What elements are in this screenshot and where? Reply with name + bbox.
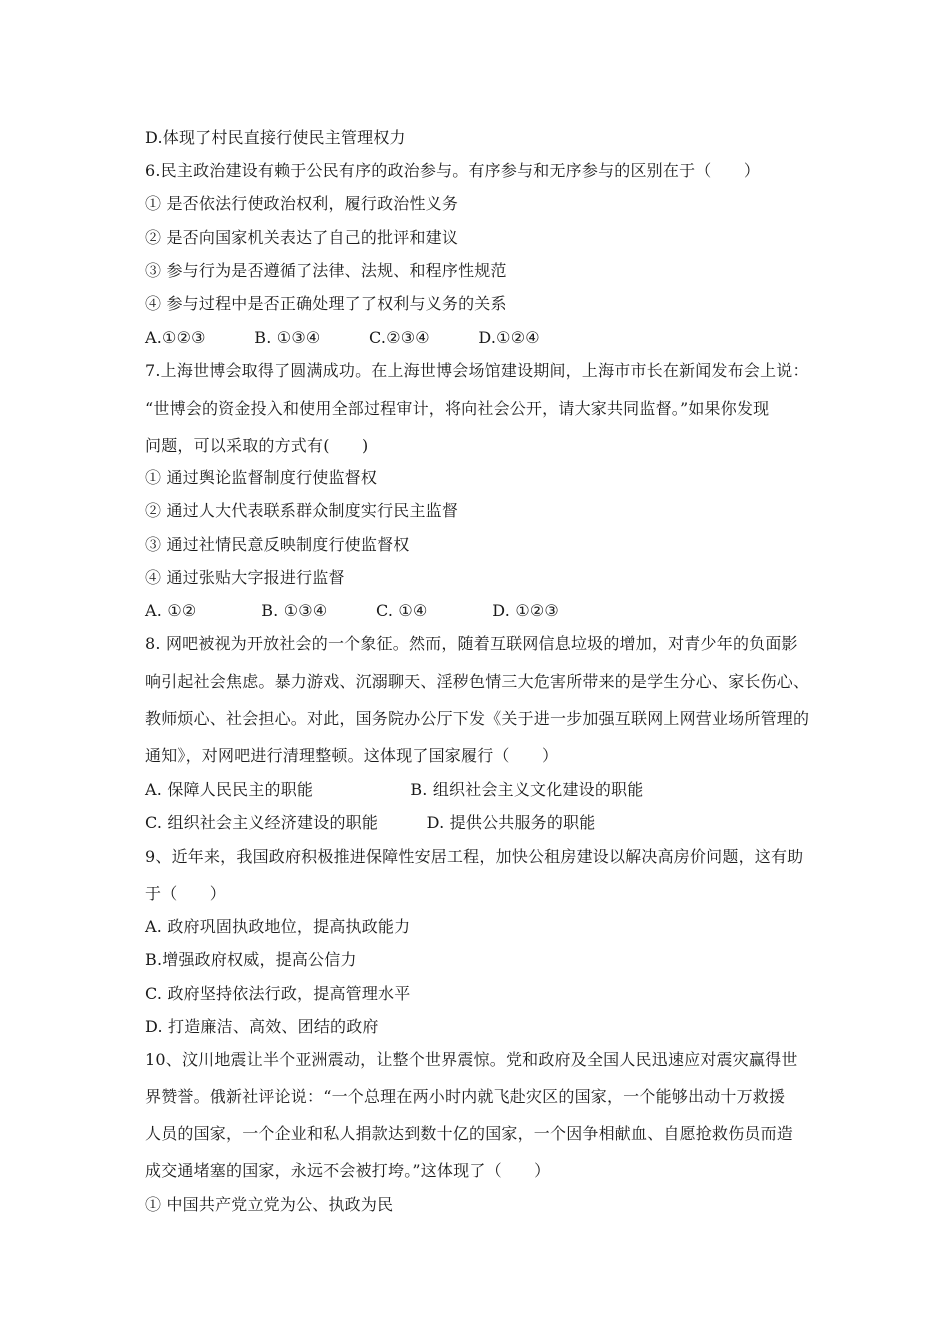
q10-stem-line-1: 10、汶川地震让半个亚洲震动，让整个世界震惊。党和政府及全国人民迅速应对震灾赢得世 <box>145 1050 798 1069</box>
q9-stem-line-2: 于（ ） <box>145 884 227 903</box>
q6-stem: 6.民主政治建设有赖于公民有序的政治参与。有序参与和无序参与的区别在于（ ） <box>145 161 761 180</box>
q8-stem-line-1: 8. 网吧被视为开放社会的一个象征。然而，随着互联网信息垃圾的增加，对青少年的负面影 <box>145 634 798 653</box>
q10-stem-line-3: 人员的国家，一个企业和私人捐款达到数十亿的国家，一个因争相献血、自愿抢救伤员而造 <box>145 1124 794 1143</box>
q9-stem-line-1: 9、近年来，我国政府积极推进保障性安居工程，加快公租房建设以解决高房价问题，这有助 <box>145 847 804 866</box>
q9-option-a: A. 政府巩固执政地位，提高执政能力 <box>145 917 411 936</box>
q10-item-1: ① 中国共产党立党为公、执政为民 <box>145 1195 394 1214</box>
q9-option-c: C. 政府坚持依法行政，提高管理水平 <box>145 984 411 1003</box>
q7-item-2: ② 通过人大代表联系群众制度实行民主监督 <box>145 501 459 520</box>
q8-stem-line-4: 通知》，对网吧进行清理整顿。这体现了国家履行（ ） <box>145 746 559 765</box>
q7-item-3: ③ 通过社情民意反映制度行使监督权 <box>145 535 410 554</box>
q10-stem-line-4: 成交通堵塞的国家，永远不会被打垮。”这体现了（ ） <box>145 1161 551 1180</box>
q7-stem-line-2: “世博会的资金投入和使用全部过程审计，将向社会公开，请大家共同监督。”如果你发现 <box>145 399 770 418</box>
q6-item-3: ③ 参与行为是否遵循了法律、法规、和程序性规范 <box>145 261 507 280</box>
q8-options-cd: C. 组织社会主义经济建设的职能 D. 提供公共服务的职能 <box>145 813 596 832</box>
q6-item-2: ② 是否向国家机关表达了自己的批评和建议 <box>145 228 459 247</box>
q7-item-4: ④ 通过张贴大字报进行监督 <box>145 568 345 587</box>
q7-stem-line-3: 问题，可以采取的方式有( ) <box>145 436 369 455</box>
q6-item-1: ① 是否依法行使政治权利，履行政治性义务 <box>145 194 459 213</box>
q8-options-ab: A. 保障人民民主的职能 B. 组织社会主义文化建设的职能 <box>145 780 644 799</box>
q7-item-1: ① 通过舆论监督制度行使监督权 <box>145 468 378 487</box>
q10-stem-line-2: 界赞誉。俄新社评论说：“一个总理在两小时内就飞赴灾区的国家，一个能够出动十万救援 <box>145 1087 786 1106</box>
q7-options: A. ①② B. ①③④ C. ①④ D. ①②③ <box>145 601 559 620</box>
q9-option-d: D. 打造廉洁、高效、团结的政府 <box>145 1017 379 1036</box>
q8-stem-line-2: 响引起社会焦虑。暴力游戏、沉溺聊天、淫秽色情三大危害所带来的是学生分心、家长伤心、 <box>145 672 810 691</box>
q8-stem-line-3: 教师烦心、社会担心。对此，国务院办公厅下发《关于进一步加强互联网上网营业场所管理的 <box>145 709 810 728</box>
q9-option-b: B.增强政府权威，提高公信力 <box>145 950 357 969</box>
q7-stem-line-1: 7.上海世博会取得了圆满成功。在上海世博会场馆建设期间，上海市市长在新闻发布会上说： <box>145 361 809 380</box>
q5-option-d: D.体现了村民直接行使民主管理权力 <box>145 128 406 147</box>
q6-item-4: ④ 参与过程中是否正确处理了了权利与义务的关系 <box>145 294 507 313</box>
q6-options: A.①②③ B. ①③④ C.②③④ D.①②④ <box>145 328 540 347</box>
